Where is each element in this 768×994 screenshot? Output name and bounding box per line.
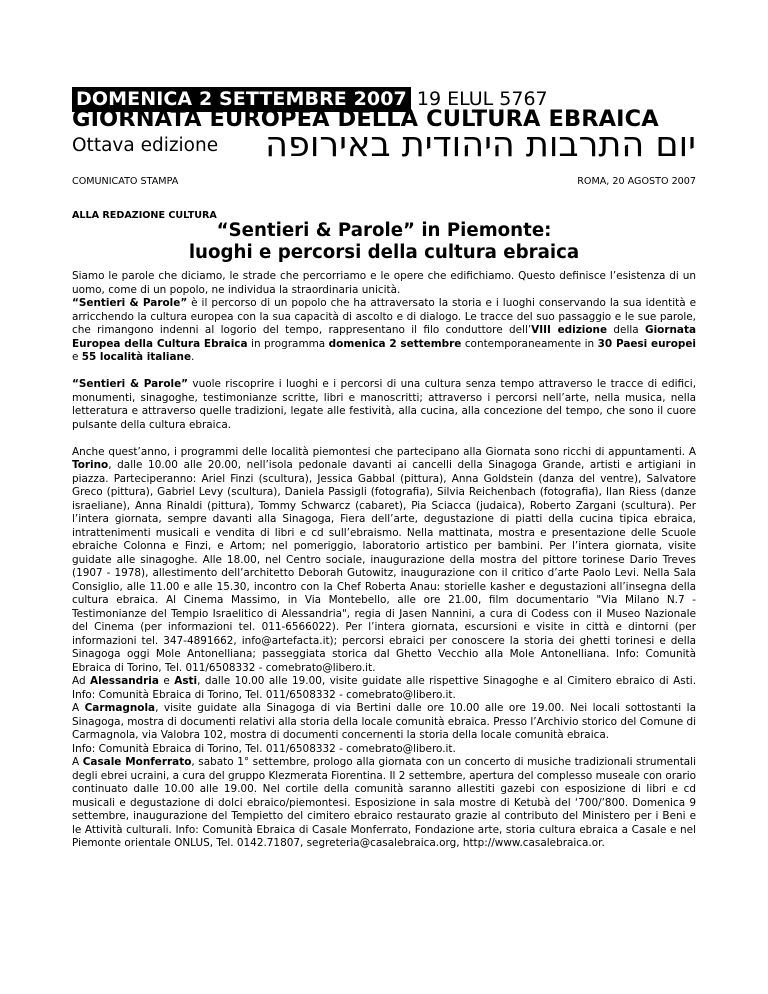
hebrew-date: 19 ELUL 5767 bbox=[416, 88, 548, 110]
paragraph-intro: Siamo le parole che diciamo, le strade che percorriamo e le opere che edifichiamo. Questo definisce l’esistenza di un uomo, come di un popolo, ne individua la straordinaria unicità. “Sentieri & Parole” è il percorso di un popolo che ha attraversato la storia e i luoghi conservando la sua identità e arricchendo la cultura europea con la sua capacità di ascolto e di dialogo. Le tracce del suo passaggio e le sue parole, che rimangono indenni al logorio del tempo, rappresentano il filo conduttore dell’VIII edizione della Giornata Europea della Cultura Ebraica in programma domenica 2 settembre contemporaneamente in 30 Paesi europei e 55 località italiane. bbox=[72, 270, 697, 363]
paragraph-alessandria-asti: Ad Alessandria e Asti, dalle 10.00 alle 19.00, visite guidate alle rispettive Sinagoghe e al Cimitero ebraico di Asti. Info: Comunità Ebraica di Torino, Tel. 011/6508332 - comebrato@libero.it. bbox=[72, 675, 697, 701]
paragraph-casale: A Casale Monferrato, sabato 1° settembre, prologo alla giornata con un concerto di musiche tradizionali strumentali degli ebrei ucraini, a cura del gruppo Klezmerata Fiorentina. Il 2 settembre, apertura del complesso museale con orario continuato dalle 10.00 alle 19.00. Nel cortile della comunità saranno allestiti gazebi con esposizione di libri e cd musicali e degustazione di dolci ebraico/piemontesi. Esposizione in sala mostre di Ketubà del ‘700/’800. Domenica 9 settembre, inaugurazione del Tempietto del cimitero ebraico restaurato grazie al contributo del Ministero per i Beni e le Attività culturali. Info: Comunità Ebraica di Casale Monferrato, Fondazione arte, storia cultura ebraica a Casale e nel Piemonte orientale ONLUS, Tel. 0142.71807, segreteria@casalebraica.org, http://www.casalebraica.or. bbox=[72, 756, 696, 849]
paragraph-carmagnola: A Carmagnola, visite guidate alla Sinagoga di via Bertini dalle ore 10.00 alle ore 19.00. Nei locali sottostanti la Sinagoga, mostra di documenti relativi alla storia della locale comunità ebraica. Presso l’Archivio storico del Comune di Carmagnola, via Valobra 102, mostra di documenti concernenti la storia della locale comunità ebraica. bbox=[72, 702, 696, 741]
headline-line-1: “Sentieri & Parole” in Piemonte: bbox=[216, 220, 552, 241]
hebrew-title: יום התרבות היהודית באירופה bbox=[265, 125, 696, 165]
article-body bbox=[72, 270, 696, 851]
headline bbox=[72, 220, 696, 264]
paragraph-carmagnola-info: Info: Comunità Ebraica di Torino, Tel. 011/6508332 - comebrato@libero.it. bbox=[72, 742, 456, 755]
place-date: ROMA, 20 AGOSTO 2007 bbox=[577, 176, 696, 187]
edition-label: Ottava edizione bbox=[72, 135, 219, 156]
recipient-label: ALLA REDAZIONE CULTURA bbox=[72, 210, 217, 221]
press-release-label: COMUNICATO STAMPA bbox=[72, 176, 179, 187]
headline-line-2: luoghi e percorsi della cultura ebraica bbox=[188, 242, 580, 263]
paragraph-theme: “Sentieri & Parole” vuole riscoprire i luoghi e i percorsi di una cultura senza tempo attraverso le tracce di edifici, monumenti, sinagoghe, testimonianze scritte, libri e manoscritti; attraverso i percorsi nell’arte, nella musica, nella letteratura e attraverso quelle tradizioni, legate alle festività, alla cucina, alla concezione del tempo, che sono il cuore pulsante della cultura ebraica. bbox=[72, 378, 697, 431]
event-date: DOMENICA 2 SETTEMBRE 2007 bbox=[72, 87, 411, 112]
event-title: GIORNATA EUROPEA DELLA CULTURA EBRAICA bbox=[72, 106, 659, 132]
paragraph-torino: Anche quest’anno, i programmi delle località piemontesi che partecipano alla Giornata sono ricchi di appuntamenti. A Torino, dalle 10.00 alle 20.00, nell’isola pedonale davanti ai cancelli della Sinagoga Grande, artisti e artigiani in piazza. Parteciperanno: Ariel Finzi (scultura), Jessica Gabbal (pittura), Anna Goldstein (danza del ventre), Salvatore Greco (pittura), Gabriel Levy (scultura), Daniela Passigli (fotografia), Silvia Reichenbach (fotografia), Ilan Riess (danze israeliane), Anna Rinaldi (pittura), Tommy Schwarcz (cabaret), Pia Sciacca (judaica), Roberto Zargani (scultura). Per l’intera giornata, sempre davanti alla Sinagoga, Fiera dell’arte, degustazione di piatti della cucina tipica ebraica, intrattenimenti musicali e vendita di libri e cd sull’ebraismo. Nella mattinata, mostra e presentazione delle Scuole ebraiche Colonna e Finzi, e Artom; nel pomeriggio, laboratorio artistico per bambini. Per l’intera giornata, visite guidate alle sinagoghe. Alle 18.00, nel Centro sociale, inaugurazione della mostra del pittore torinese Dario Treves (1907 - 1978), allestimento dell’architetto Deborah Gutowitz, inaugurazione con il critico d’arte Paolo Levi. Nella Sala Consiglio, alle 11.00 e alle 15.30, incontro con la Chef Roberta Anau: storielle kasher e degustazioni all’insegna della cultura ebraica. Al Cinema Massimo, in Via Montebello, alle ore 21.00, film documentario "Via Milano N.7 - Testimonianze del Tempio Israelitico di Alessandria", regia di Jasen Nannini, a cura di Codess con il Museo Nazionale del Cinema (per informazioni tel. 011-6566022). Per l’intera giornata, escursioni e visite in città e dintorni (per informazioni tel. 347-4891662, info@artefacta.it); percorsi ebraici per conoscere la storia dei ghetti torinesi e della Sinagoga oggi Mole Antonelliana; passeggiata storica dal Ghetto Vecchio alla Mole Antonelliana. Info: Comunità Ebraica di Torino, Tel. 011/6508332 - comebrato@libero.it. bbox=[72, 445, 696, 674]
